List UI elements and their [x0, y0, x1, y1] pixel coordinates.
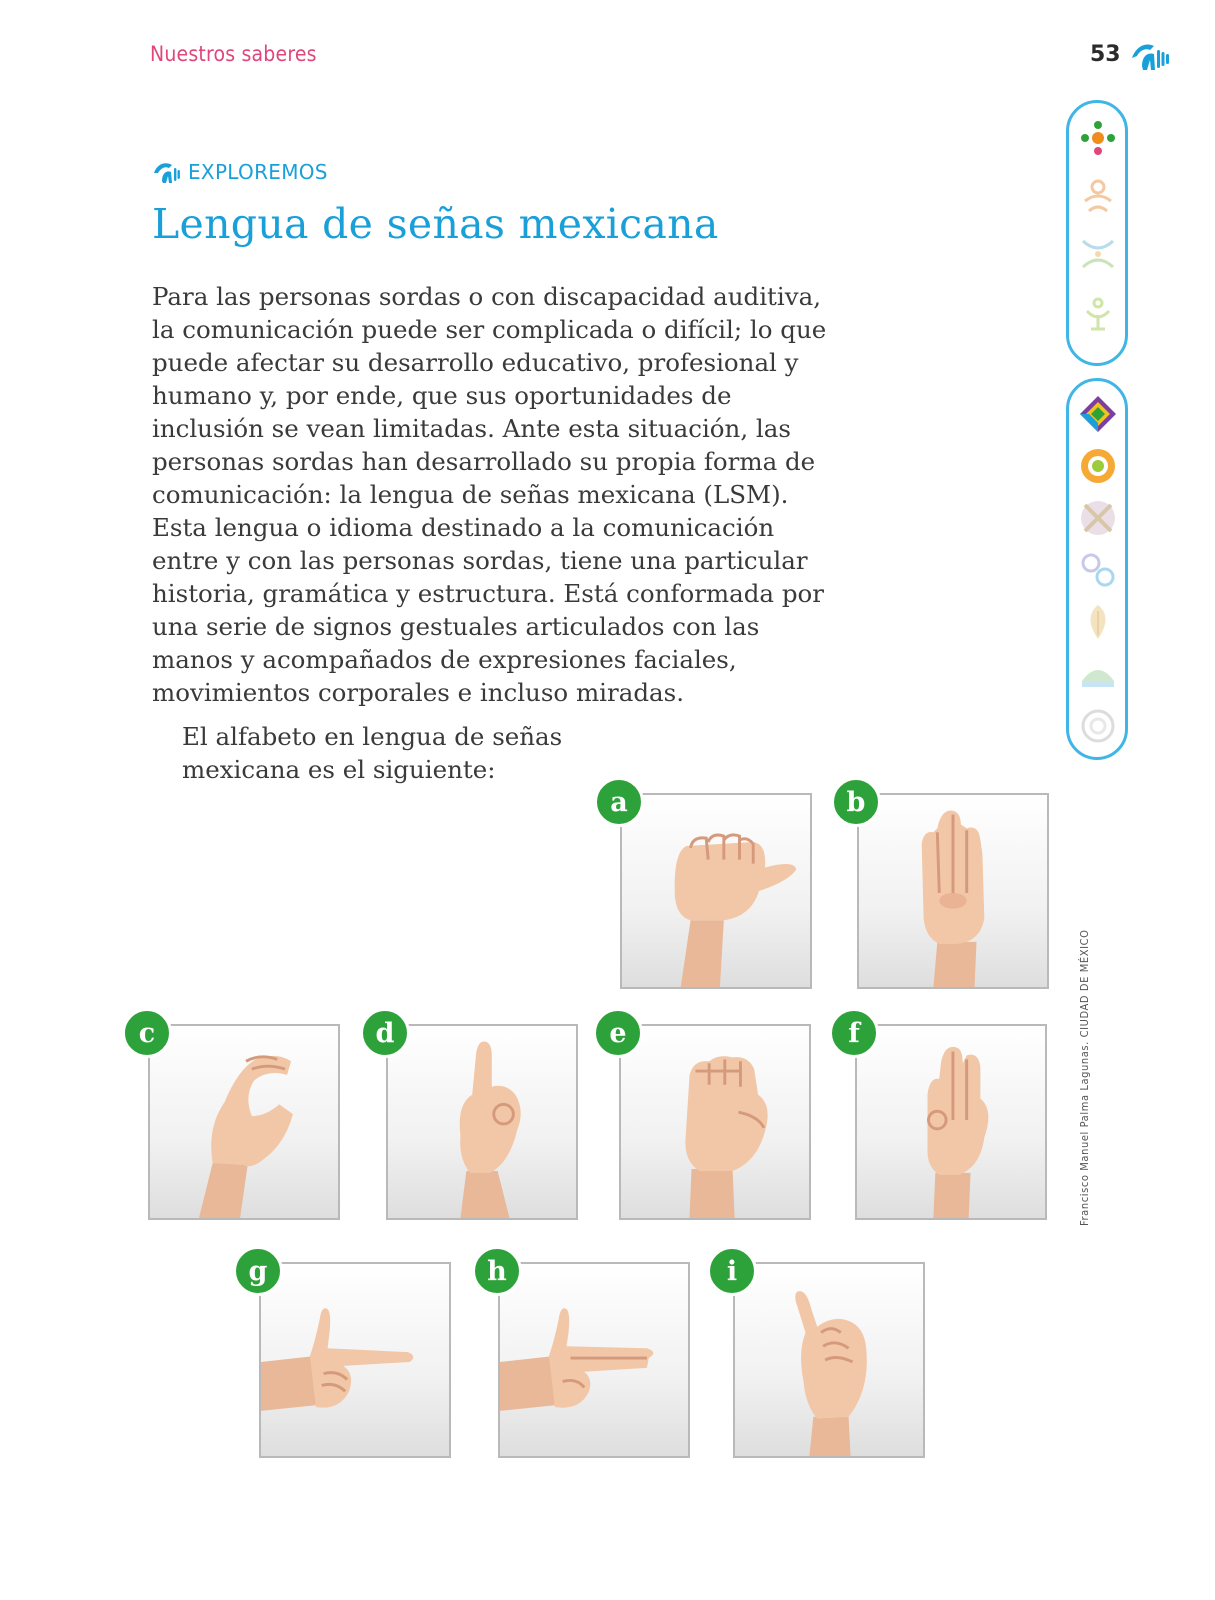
explore-icon [152, 159, 182, 185]
pensamiento-critico-icon[interactable] [1077, 445, 1119, 487]
hand-sign-c-card [148, 1024, 340, 1220]
letter-badge-b: b [831, 777, 881, 827]
vida-saludable-icon[interactable] [1077, 601, 1119, 643]
hand-sign-a-card [620, 793, 812, 989]
saberes-icon[interactable] [1077, 175, 1119, 217]
letter-badge-e: e [593, 1008, 643, 1058]
hand-sign-i-card [733, 1262, 925, 1458]
alphabet-intro: El alfabeto en lengua de señas mexicana es el siguiente: [182, 722, 563, 784]
hand-sign-g-card [259, 1262, 451, 1458]
hand-sign-a-image [622, 795, 810, 987]
letter-badge-h: h [472, 1246, 522, 1296]
letter-badge-i: i [707, 1246, 757, 1296]
letter-badge-d: d [360, 1008, 410, 1058]
letter-badge-c: c [122, 1008, 172, 1058]
hand-sign-f-image [857, 1026, 1045, 1218]
hand-sign-h-image [500, 1264, 688, 1456]
hand-sign-d-image [388, 1026, 576, 1218]
hand-sign-b-image [859, 795, 1047, 987]
humano-icon[interactable] [1077, 293, 1119, 335]
campos-formativos-nav [1066, 100, 1128, 366]
artes-icon[interactable] [1077, 705, 1119, 747]
running-head: Nuestros saberes [150, 42, 317, 66]
section-label [152, 158, 328, 186]
hand-sign-h-card [498, 1262, 690, 1458]
lenguajes-icon[interactable] [1077, 117, 1119, 159]
lectura-icon[interactable] [1077, 653, 1119, 695]
hand-sign-f-card [855, 1024, 1047, 1220]
page-title: Lengua de señas mexicana [152, 200, 719, 248]
hand-sign-g-image [261, 1264, 449, 1456]
body-paragraph: Para las personas sordas o con discapacidad auditiva, la comunicación puede ser complicada o difícil; lo que puede afectar su desarrollo educativo, profesional y humano y, por ende, que sus oportunidades de inclusión se vean limitadas. Ante esta situación, las personas sordas han desarrollado su propia forma de comunicación: la lengua de señas mexicana (LSM). Esta lengua o idioma destinado a la comunicación entre y con las personas sordas, tiene una particular historia, gramática y estructura. Está conformada por una serie de signos gestuales articulados con las manos y acompañados de expresiones faciales, movimientos corporales e incluso miradas. [152, 282, 827, 707]
letter-badge-a: a [594, 777, 644, 827]
hand-sign-e-card [619, 1024, 811, 1220]
photo-credit: Francisco Manuel Palma Lagunas. CIUDAD DE MÉXICO [1078, 929, 1091, 1226]
hand-sign-i-image [735, 1264, 923, 1456]
section-label-text: EXPLOREMOS [188, 160, 328, 184]
page-number: 53 [1090, 42, 1121, 67]
letter-badge-g: g [233, 1246, 283, 1296]
hand-sign-b-card [857, 793, 1049, 989]
interculturalidad-icon[interactable] [1077, 497, 1119, 539]
hand-sign-d-card [386, 1024, 578, 1220]
sign-language-logo-icon [1128, 36, 1170, 76]
igualdad-icon[interactable] [1077, 549, 1119, 591]
letter-badge-f: f [829, 1008, 879, 1058]
inclusion-icon[interactable] [1077, 393, 1119, 435]
ejes-articuladores-nav [1066, 378, 1128, 760]
etica-icon[interactable] [1077, 233, 1119, 275]
hand-sign-c-image [150, 1026, 338, 1218]
hand-sign-e-image [621, 1026, 809, 1218]
